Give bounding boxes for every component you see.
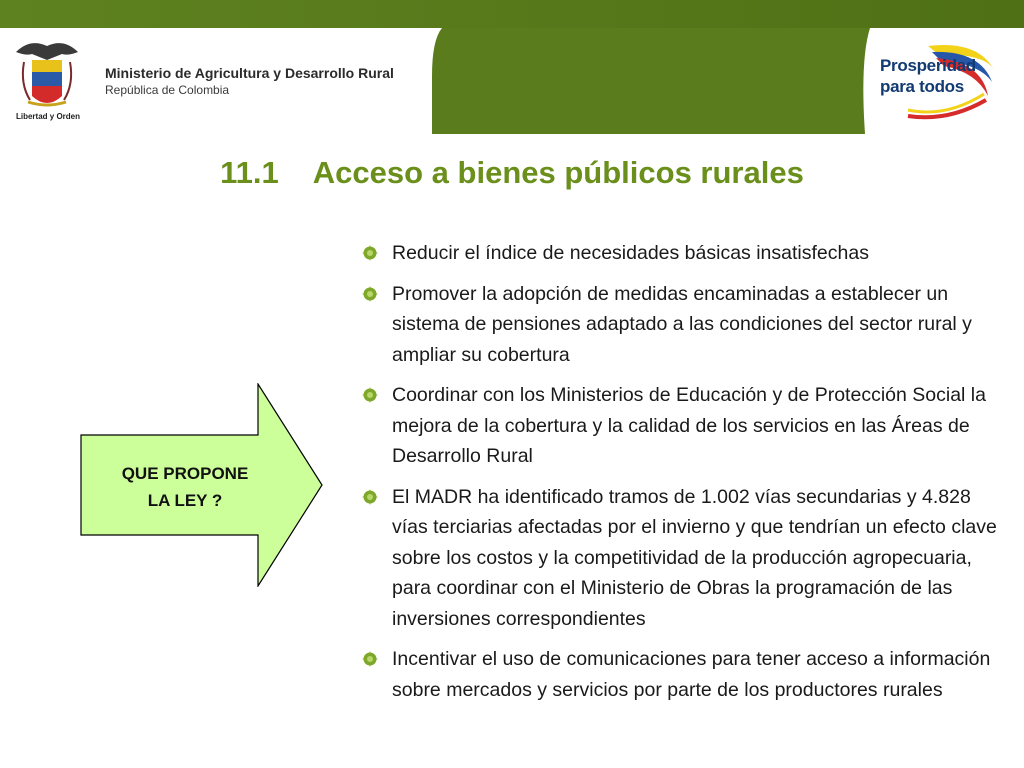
bullet-item	[362, 380, 1002, 472]
bullet-list	[362, 238, 1002, 715]
title-text: Acceso a bienes públicos rurales	[312, 155, 804, 190]
bullet-text: El MADR ha identificado tramos de 1.002 vías secundarias y 4.828 vías terciarias afectadas por el invierno y que tendrían un efecto clave sobre los costos y la competitividad de la producción agropecuaria, para coordinar con el Ministerio de Obras la programación de las inversiones correspondientes	[392, 485, 997, 630]
page-title	[0, 155, 1024, 191]
bullet-text: Reducir el índice de necesidades básicas insatisfechas	[392, 242, 869, 264]
bullet-item	[362, 238, 1002, 269]
bullet-item	[362, 482, 1002, 635]
callout-label-line1: QUE PROPONE	[121, 464, 249, 483]
bullet-text: Coordinar con los Ministerios de Educación y de Protección Social la mejora de la cobertura y la calidad de los servicios en las Áreas de Desarrollo Rural	[392, 384, 986, 467]
gear-bullet-icon	[362, 489, 378, 505]
ministry-subtitle: República de Colombia	[105, 83, 230, 97]
ministry-name: Ministerio de Agricultura y Desarrollo Rural	[105, 65, 394, 81]
bullet-item	[362, 279, 1002, 371]
gear-bullet-icon	[362, 286, 378, 302]
brand-line1: Prosperidad	[880, 56, 976, 75]
gear-bullet-icon	[362, 651, 378, 667]
seal-motto: Libertad y Orden	[15, 112, 80, 121]
bullet-item	[362, 644, 1002, 705]
gear-bullet-icon	[362, 245, 378, 261]
callout-label	[95, 460, 275, 514]
bullet-text: Incentivar el uso de comunicaciones para tener acceso a información sobre mercados y servicios por parte de los productores rurales	[392, 648, 991, 701]
gear-bullet-icon	[362, 387, 378, 403]
callout-label-line2: LA LEY ?	[147, 491, 223, 510]
bullet-text: Promover la adopción de medidas encaminadas a establecer un sistema de pensiones adaptado a las condiciones del sector rural y ampliar su cobertura	[392, 282, 972, 366]
title-number: 11.1	[220, 155, 279, 190]
brand-line2: para todos	[880, 77, 964, 96]
